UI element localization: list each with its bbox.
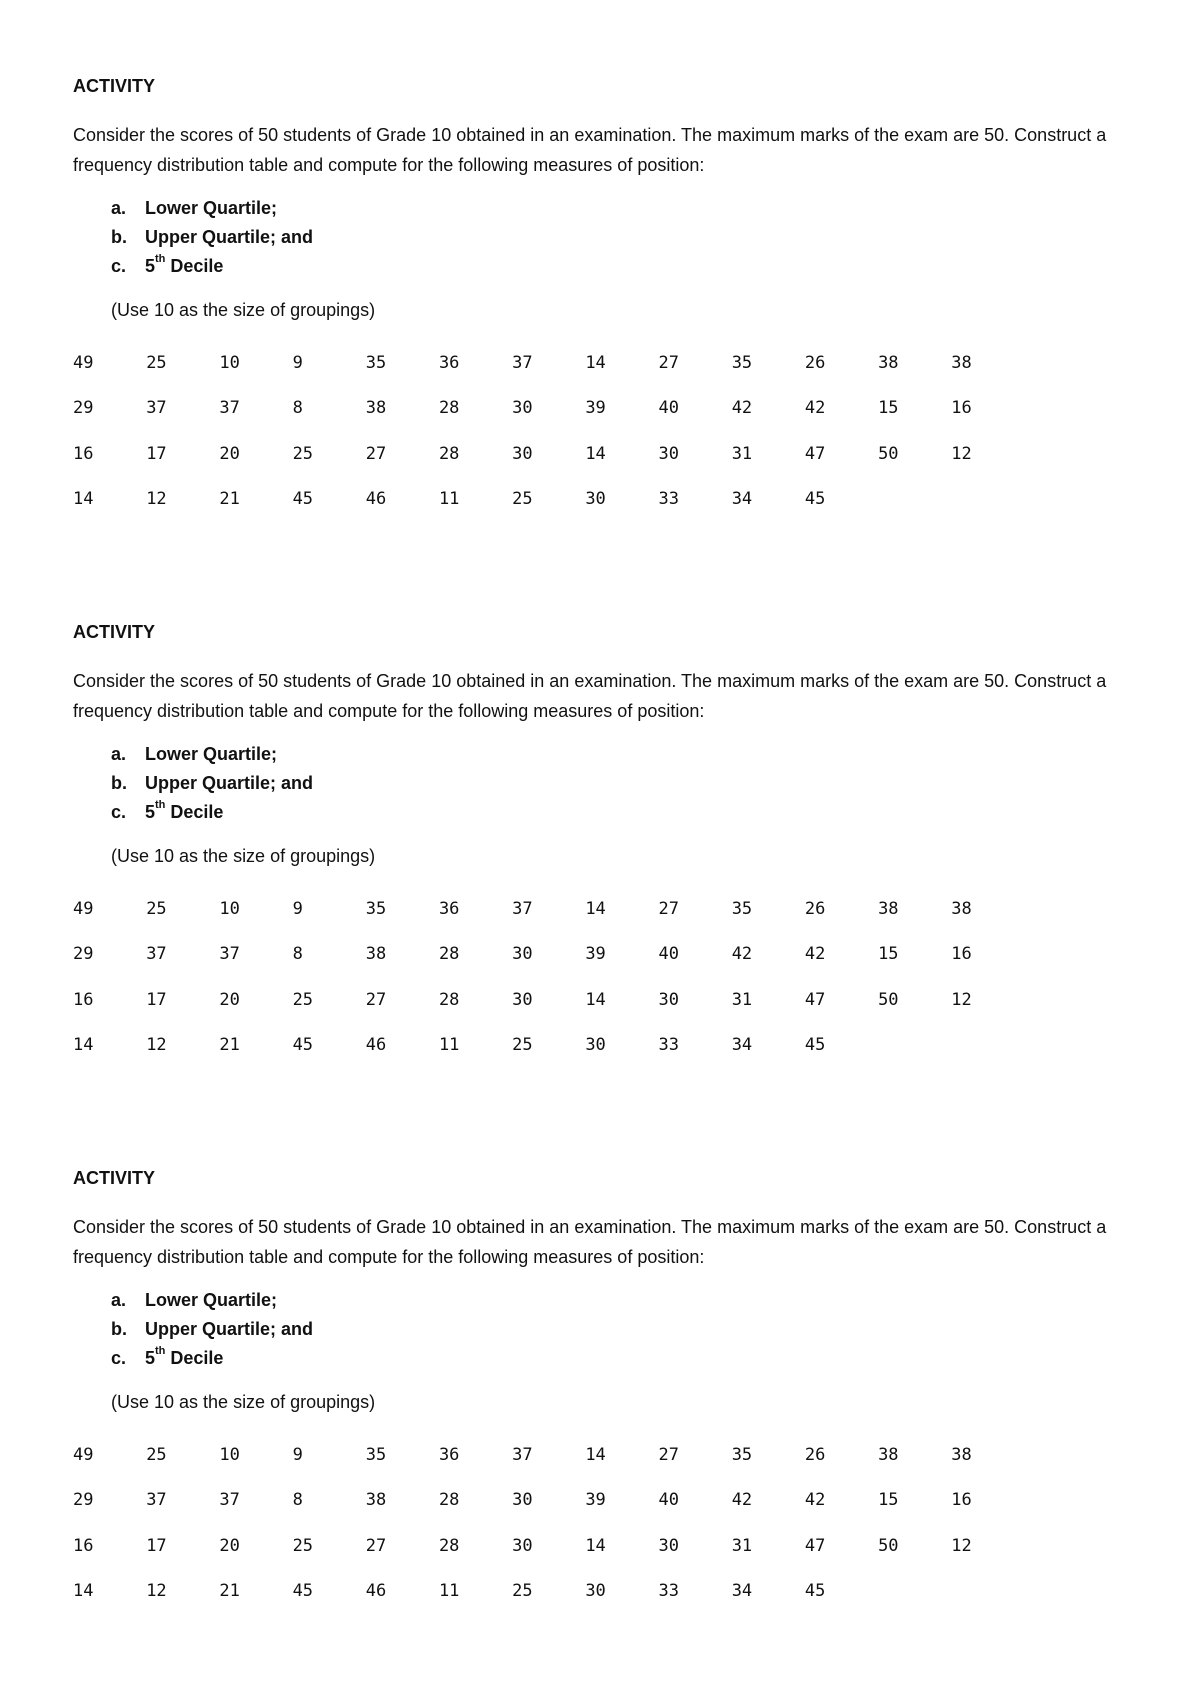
score-cell: 28 xyxy=(438,944,460,965)
score-cell: 42 xyxy=(731,1490,753,1511)
score-cell: 27 xyxy=(658,1444,679,1465)
score-cell: 45 xyxy=(804,1581,826,1602)
score-cell: 30 xyxy=(512,989,533,1010)
measure-item xyxy=(111,769,1153,798)
score-cell: 30 xyxy=(658,443,679,464)
score-cell: 35 xyxy=(731,352,753,373)
table-row xyxy=(73,932,1024,978)
score-cell: 21 xyxy=(219,489,240,510)
score-cell: 38 xyxy=(365,1490,387,1511)
score-cell: 27 xyxy=(365,1535,387,1556)
table-row xyxy=(73,1478,1024,1524)
measure-label: Lower Quartile; xyxy=(145,198,278,218)
activity-instructions: Consider the scores of 50 students of Grade 10 obtained in an examination. The maximum marks of the exam are 50. Construct a frequency distribution table and compute for the following measures of position: xyxy=(73,125,1107,175)
table-row xyxy=(73,1569,1024,1615)
score-cell: 12 xyxy=(951,1535,972,1556)
table-row xyxy=(73,977,1024,1023)
score-cell: 11 xyxy=(438,489,460,510)
measure-label: Upper Quartile; and xyxy=(145,773,314,793)
scores-body xyxy=(73,340,1024,522)
score-cell xyxy=(878,1023,951,1069)
score-cell: 30 xyxy=(512,443,533,464)
score-cell: 16 xyxy=(73,443,94,464)
score-cell: 30 xyxy=(512,1535,533,1556)
score-cell: 25 xyxy=(146,898,167,919)
score-cell: 14 xyxy=(73,489,94,510)
measure-label xyxy=(145,252,223,281)
list-marker: c. xyxy=(111,802,127,822)
score-cell: 40 xyxy=(658,398,679,419)
score-cell: 40 xyxy=(658,1490,679,1511)
table-row xyxy=(73,477,1024,523)
measure-label: Lower Quartile; xyxy=(145,1290,278,1310)
measure-label: Lower Quartile; xyxy=(145,744,278,764)
table-row xyxy=(73,886,1024,932)
ordinal-number: 5 xyxy=(145,802,156,822)
table-row xyxy=(73,386,1024,432)
measure-label: Upper Quartile; and xyxy=(145,1319,314,1339)
score-cell: 38 xyxy=(878,1444,899,1465)
scores-table xyxy=(73,340,1024,522)
score-cell: 39 xyxy=(585,1490,606,1511)
score-cell: 14 xyxy=(585,1444,606,1465)
measure-label: Upper Quartile; and xyxy=(145,227,314,247)
score-cell: 35 xyxy=(731,898,753,919)
score-cell: 28 xyxy=(438,989,460,1010)
score-cell: 34 xyxy=(731,1581,753,1602)
score-cell: 26 xyxy=(804,352,826,373)
score-cell: 49 xyxy=(73,1444,94,1465)
score-cell: 9 xyxy=(292,1444,303,1465)
score-cell: 20 xyxy=(219,1535,240,1556)
list-marker: c. xyxy=(111,256,127,276)
activity-instructions: Consider the scores of 50 students of Grade 10 obtained in an examination. The maximum marks of the exam are 50. Construct a frequency distribution table and compute for the following measures of position: xyxy=(73,1217,1107,1267)
score-cell: 38 xyxy=(951,1444,972,1465)
score-cell: 46 xyxy=(365,489,387,510)
score-cell: 30 xyxy=(512,944,533,965)
score-cell: 38 xyxy=(878,898,899,919)
score-cell: 10 xyxy=(219,352,240,373)
score-cell: 34 xyxy=(731,1035,753,1056)
activity-section xyxy=(73,1166,1153,1614)
ordinal-number: 5 xyxy=(145,256,156,276)
score-cell: 20 xyxy=(219,989,240,1010)
score-cell: 45 xyxy=(292,489,314,510)
score-cell: 45 xyxy=(292,1035,314,1056)
score-cell: 15 xyxy=(878,398,899,419)
score-cell: 25 xyxy=(292,989,314,1010)
score-cell: 31 xyxy=(731,1535,753,1556)
score-cell: 35 xyxy=(365,1444,387,1465)
score-cell xyxy=(951,477,1024,523)
score-cell: 16 xyxy=(73,989,94,1010)
score-cell: 14 xyxy=(73,1581,94,1602)
score-cell: 9 xyxy=(292,352,303,373)
table-row xyxy=(73,340,1024,386)
activity-title: ACTIVITY xyxy=(73,622,156,642)
score-cell: 42 xyxy=(731,944,753,965)
score-cell: 17 xyxy=(146,1535,167,1556)
list-marker: c. xyxy=(111,1348,127,1368)
score-cell: 42 xyxy=(804,398,826,419)
score-cell: 11 xyxy=(438,1035,460,1056)
measures-list xyxy=(111,194,1153,281)
score-cell: 27 xyxy=(365,443,387,464)
score-cell: 26 xyxy=(804,898,826,919)
table-row xyxy=(73,1432,1024,1478)
score-cell: 35 xyxy=(365,898,387,919)
score-cell: 37 xyxy=(219,944,240,965)
score-cell xyxy=(878,477,951,523)
score-cell: 8 xyxy=(292,944,303,965)
measures-list xyxy=(111,740,1153,827)
score-cell: 34 xyxy=(731,489,753,510)
score-cell: 17 xyxy=(146,989,167,1010)
score-cell: 25 xyxy=(146,1444,167,1465)
score-cell: 16 xyxy=(951,398,972,419)
measure-label xyxy=(145,798,223,827)
score-cell: 12 xyxy=(146,1581,167,1602)
score-cell: 37 xyxy=(512,898,533,919)
measure-item xyxy=(111,1315,1153,1344)
score-cell: 45 xyxy=(292,1581,314,1602)
score-cell: 14 xyxy=(585,443,606,464)
score-cell: 27 xyxy=(365,989,387,1010)
score-cell: 25 xyxy=(512,489,533,510)
score-cell: 37 xyxy=(512,352,533,373)
score-cell: 20 xyxy=(219,443,240,464)
score-cell: 45 xyxy=(804,489,826,510)
score-cell: 25 xyxy=(146,352,167,373)
list-marker: a. xyxy=(111,1290,127,1310)
score-cell: 28 xyxy=(438,1535,460,1556)
measure-item xyxy=(111,1344,1153,1373)
score-cell: 49 xyxy=(73,898,94,919)
table-row xyxy=(73,1523,1024,1569)
score-cell xyxy=(951,1569,1024,1615)
score-cell: 14 xyxy=(585,898,606,919)
list-marker: b. xyxy=(111,1319,127,1339)
grouping-note: (Use 10 as the size of groupings) xyxy=(111,846,376,866)
score-cell: 35 xyxy=(365,352,387,373)
score-cell: 31 xyxy=(731,443,753,464)
score-cell: 11 xyxy=(438,1581,460,1602)
score-cell: 17 xyxy=(146,443,167,464)
score-cell: 37 xyxy=(146,398,167,419)
score-cell: 15 xyxy=(878,944,899,965)
score-cell: 33 xyxy=(658,1581,679,1602)
scores-table xyxy=(73,1432,1024,1614)
ordinal-suffix: th xyxy=(155,799,166,811)
list-marker: b. xyxy=(111,773,127,793)
score-cell: 27 xyxy=(658,898,679,919)
score-cell: 14 xyxy=(585,352,606,373)
score-cell: 47 xyxy=(804,1535,826,1556)
score-cell: 37 xyxy=(146,944,167,965)
score-cell: 33 xyxy=(658,489,679,510)
score-cell: 30 xyxy=(658,989,679,1010)
measure-text: Decile xyxy=(165,802,224,822)
activity-section xyxy=(73,74,1153,522)
score-cell: 37 xyxy=(512,1444,533,1465)
score-cell: 27 xyxy=(658,352,679,373)
score-cell: 45 xyxy=(804,1035,826,1056)
score-cell: 30 xyxy=(585,1581,606,1602)
score-cell: 50 xyxy=(878,989,899,1010)
score-cell: 29 xyxy=(73,1490,94,1511)
table-row xyxy=(73,1023,1024,1069)
scores-body xyxy=(73,1432,1024,1614)
score-cell: 38 xyxy=(951,352,972,373)
score-cell: 12 xyxy=(951,443,972,464)
score-cell: 37 xyxy=(219,1490,240,1511)
score-cell: 30 xyxy=(658,1535,679,1556)
score-cell: 25 xyxy=(512,1035,533,1056)
score-cell: 15 xyxy=(878,1490,899,1511)
score-cell: 38 xyxy=(878,352,899,373)
score-cell: 12 xyxy=(951,989,972,1010)
score-cell: 38 xyxy=(365,398,387,419)
score-cell: 14 xyxy=(585,1535,606,1556)
score-cell: 14 xyxy=(73,1035,94,1056)
score-cell: 37 xyxy=(219,398,240,419)
measure-item xyxy=(111,798,1153,827)
score-cell: 25 xyxy=(292,443,314,464)
score-cell: 29 xyxy=(73,944,94,965)
activity-instructions: Consider the scores of 50 students of Grade 10 obtained in an examination. The maximum marks of the exam are 50. Construct a frequency distribution table and compute for the following measures of position: xyxy=(73,671,1107,721)
score-cell: 21 xyxy=(219,1035,240,1056)
score-cell: 47 xyxy=(804,989,826,1010)
score-cell: 42 xyxy=(804,1490,826,1511)
score-cell: 33 xyxy=(658,1035,679,1056)
measure-item xyxy=(111,252,1153,281)
score-cell: 36 xyxy=(438,898,460,919)
measure-item xyxy=(111,1286,1153,1315)
measure-text: Decile xyxy=(165,256,224,276)
measure-label xyxy=(145,1344,223,1373)
score-cell: 28 xyxy=(438,1490,460,1511)
score-cell: 16 xyxy=(73,1535,94,1556)
grouping-note: (Use 10 as the size of groupings) xyxy=(111,1392,376,1412)
measures-list xyxy=(111,1286,1153,1373)
score-cell: 50 xyxy=(878,1535,899,1556)
grouping-note: (Use 10 as the size of groupings) xyxy=(111,300,376,320)
score-cell: 10 xyxy=(219,898,240,919)
activity-title: ACTIVITY xyxy=(73,1168,156,1188)
measure-item xyxy=(111,223,1153,252)
score-cell: 30 xyxy=(512,398,533,419)
list-marker: a. xyxy=(111,744,127,764)
score-cell: 30 xyxy=(512,1490,533,1511)
activity-section xyxy=(73,620,1153,1068)
score-cell: 36 xyxy=(438,1444,460,1465)
ordinal-suffix: th xyxy=(155,1345,166,1357)
score-cell xyxy=(951,1023,1024,1069)
list-marker: b. xyxy=(111,227,127,247)
ordinal-suffix: th xyxy=(155,253,166,265)
score-cell: 28 xyxy=(438,443,460,464)
score-cell: 21 xyxy=(219,1581,240,1602)
score-cell: 12 xyxy=(146,1035,167,1056)
score-cell: 39 xyxy=(585,398,606,419)
score-cell: 38 xyxy=(365,944,387,965)
score-cell: 49 xyxy=(73,352,94,373)
score-cell: 39 xyxy=(585,944,606,965)
score-cell: 25 xyxy=(512,1581,533,1602)
score-cell: 37 xyxy=(146,1490,167,1511)
score-cell: 35 xyxy=(731,1444,753,1465)
score-cell: 47 xyxy=(804,443,826,464)
measure-text: Decile xyxy=(165,1348,224,1368)
score-cell: 40 xyxy=(658,944,679,965)
score-cell: 29 xyxy=(73,398,94,419)
score-cell: 46 xyxy=(365,1035,387,1056)
score-cell: 30 xyxy=(585,489,606,510)
score-cell: 16 xyxy=(951,944,972,965)
score-cell: 25 xyxy=(292,1535,314,1556)
score-cell: 38 xyxy=(951,898,972,919)
score-cell: 10 xyxy=(219,1444,240,1465)
score-cell: 8 xyxy=(292,398,303,419)
score-cell: 28 xyxy=(438,398,460,419)
score-cell: 16 xyxy=(951,1490,972,1511)
score-cell: 42 xyxy=(731,398,753,419)
ordinal-number: 5 xyxy=(145,1348,156,1368)
measure-item xyxy=(111,740,1153,769)
score-cell: 12 xyxy=(146,489,167,510)
score-cell: 30 xyxy=(585,1035,606,1056)
score-cell: 46 xyxy=(365,1581,387,1602)
score-cell xyxy=(878,1569,951,1615)
score-cell: 50 xyxy=(878,443,899,464)
score-cell: 36 xyxy=(438,352,460,373)
score-cell: 42 xyxy=(804,944,826,965)
activity-title: ACTIVITY xyxy=(73,76,156,96)
score-cell: 26 xyxy=(804,1444,826,1465)
score-cell: 31 xyxy=(731,989,753,1010)
scores-table xyxy=(73,886,1024,1068)
score-cell: 9 xyxy=(292,898,303,919)
score-cell: 8 xyxy=(292,1490,303,1511)
table-row xyxy=(73,431,1024,477)
scores-body xyxy=(73,886,1024,1068)
measure-item xyxy=(111,194,1153,223)
list-marker: a. xyxy=(111,198,127,218)
score-cell: 14 xyxy=(585,989,606,1010)
